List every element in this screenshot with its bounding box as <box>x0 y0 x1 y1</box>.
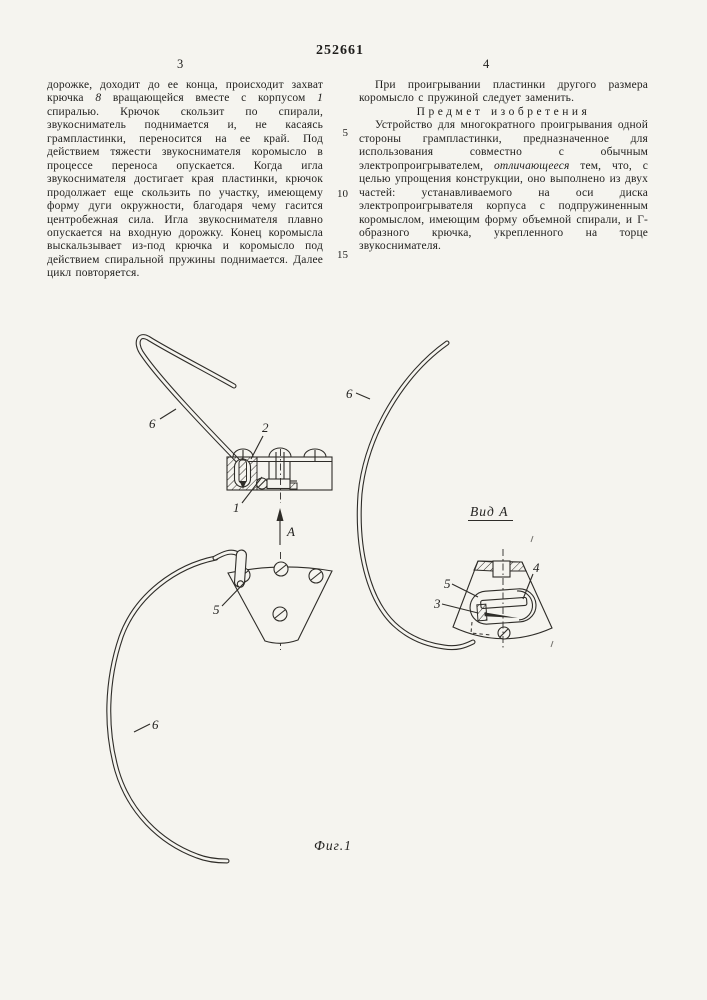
arrow-label: А <box>287 524 295 539</box>
page-number-right: 4 <box>483 57 490 71</box>
margin-line-number-5: 5 <box>342 127 348 139</box>
claim-paragraph: Устройство для многократного проигрывания одной стороны грампластинки, предназначенное для использования совместно с обычным электропроигрывателем, отличающееся тем, что, с целью упрощения конструкции, оно выполнено из двух частей: устанавливаемого на оси диска электропроигрывателя корпуса с подпружиненным коромыслом, имеющим форму объемной спирали, и Г-образного крючка, укрепленного на торце звукоснимателя. <box>359 119 648 253</box>
arrow-head-icon <box>277 508 284 521</box>
spring-end-pin <box>239 460 247 483</box>
callout-6-bottom: 6 <box>152 717 159 732</box>
margin-line-number-15: 15 <box>337 249 348 261</box>
svg-text:Вид А: Вид А <box>470 504 509 519</box>
mount-tube <box>493 561 510 577</box>
spiral-spring-bottom-left <box>109 558 227 861</box>
patent-number: 252661 <box>316 43 364 58</box>
callout-5-main: 5 <box>213 602 220 617</box>
callout-2: 2 <box>262 420 269 435</box>
callout-6-right: 6 <box>346 386 353 401</box>
callout-1: 1 <box>233 500 240 515</box>
left-paragraph: дорожке, доходит до ее конца, происходит захват крючка 8 вращающейся вместе с корпусом 1 спиралью. Крючок скользит по спирали, звукосниматель поднимается и, не касаясь грампластинки, переносится на ее край. Под действием тяжести звукоснимателя коромысло в процессе переноса опускается. Когда игла звукоснимателя достигает края пластинки, крючок продолжает еще скользить по участку, имеющему форму дуги окружности, благодаря чему гасится центробежная сила. Игла звукоснимателя плавно опускается на входную дорожку. Конец коромысла выскальзывает из-под крючка и коромысло под действием спиральной пружины поднимается. Далее цикл повторяется. <box>47 79 323 280</box>
spiral-spring-top-left <box>138 337 240 463</box>
hook-bracket-main <box>215 550 247 588</box>
spiral-spring-right <box>359 343 473 648</box>
callout-3: 3 <box>434 596 441 611</box>
page-number-left: 3 <box>177 57 184 71</box>
view-direction-arrow <box>277 508 296 545</box>
callout-4: 4 <box>533 560 540 575</box>
callout-6-top: 6 <box>149 416 156 431</box>
callout-5-view: 5 <box>444 576 451 591</box>
right-paragraph-1: При проигрывании пластинки другого размера коромысло с пружиной следует заменить. <box>359 79 648 105</box>
housing-block <box>227 448 332 490</box>
figure-caption: Фиг.1 <box>314 838 352 853</box>
figure-callouts <box>134 386 540 732</box>
sector-plate <box>215 550 332 644</box>
margin-line-number-10: 10 <box>337 188 348 200</box>
claims-heading: Предмет изобретения <box>416 105 591 118</box>
view-a-detail <box>453 536 553 650</box>
view-a-label <box>468 504 513 521</box>
